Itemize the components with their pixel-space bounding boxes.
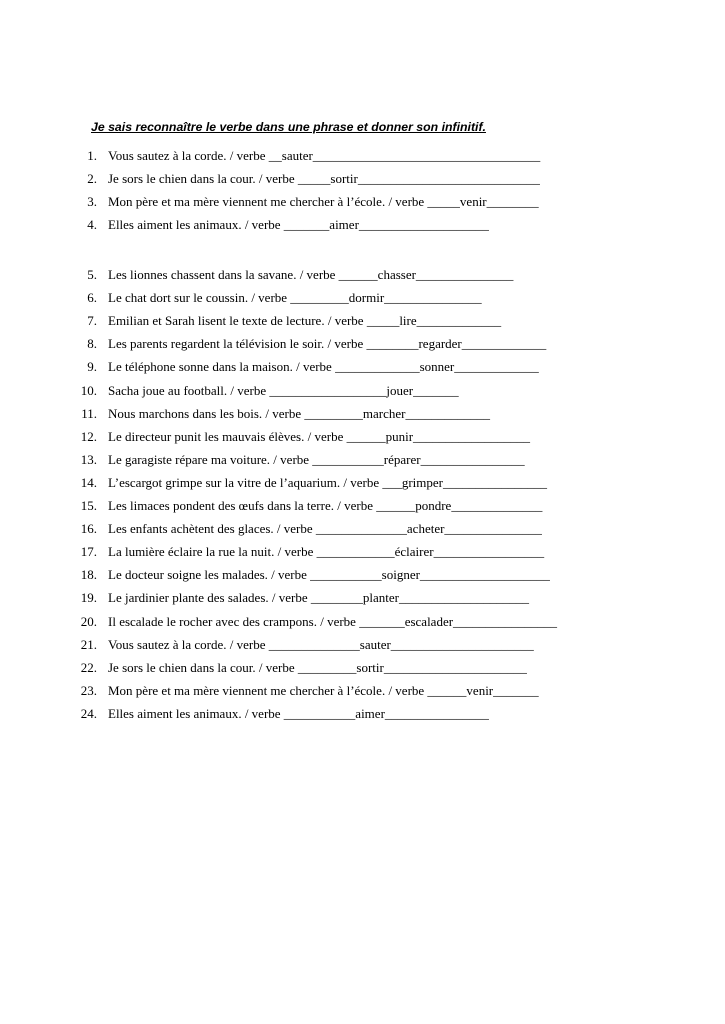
exercise-sentence: Mon père et ma mère viennent me chercher à l’école. / verbe _____venir________	[108, 194, 539, 209]
exercise-sentence: Le jardinier plante des salades. / verbe ________planter____________________	[108, 590, 529, 606]
exercise-sentence: Les parents regardent la télévision le soir. / verbe ________regarder_____________	[108, 336, 547, 352]
exercise-sentence: La lumière éclaire la rue la nuit. / verbe ____________éclairer_________________	[108, 544, 545, 560]
exercise-sentence: Le directeur punit les mauvais élèves. / verbe ______punir__________________	[108, 428, 531, 444]
exercise-number: 11.	[81, 405, 97, 421]
exercise-number: 1.	[87, 148, 97, 163]
exercise-number: 20.	[80, 613, 97, 629]
exercise-number: 23.	[80, 682, 97, 698]
exercise-number: 24.	[80, 705, 97, 721]
exercise-sentence: Je sors le chien dans la cour. / verbe _____sortir____________________________	[108, 171, 540, 186]
exercise-number: 21.	[80, 636, 97, 652]
exercise-number: 2.	[87, 171, 97, 186]
exercise-sentence: Le docteur soigne les malades. / verbe ___________soigner____________________	[108, 567, 550, 583]
exercise-number: 12.	[80, 428, 97, 444]
exercise-number: 10.	[80, 382, 97, 398]
exercise-number: 4.	[87, 217, 97, 232]
exercise-sentence: Les limaces pondent des œufs dans la terre. / verbe ______pondre______________	[108, 498, 543, 513]
exercise-number: 16.	[80, 521, 97, 537]
exercise-sentence: Je sors le chien dans la cour. / verbe _________sortir______________________	[108, 659, 527, 675]
exercise-sentence: L’escargot grimpe sur la vitre de l’aquarium. / verbe ___grimper________________	[108, 474, 548, 490]
exercise-number: 3.	[87, 194, 97, 209]
exercise-number: 6.	[87, 290, 97, 306]
exercise-sentence: Il escalade le rocher avec des crampons. / verbe _______escalader________________	[108, 613, 558, 629]
exercise-sentence: Sacha joue au football. / verbe __________________jouer_______	[108, 382, 459, 398]
exercise-sentence: Emilian et Sarah lisent le texte de lecture. / verbe _____lire_____________	[108, 313, 502, 329]
exercise-number: 19.	[80, 590, 97, 606]
exercise-sentence: Le téléphone sonne dans la maison. / verbe _____________sonner_____________	[108, 359, 539, 375]
exercise-sentence: Vous sautez à la corde. / verbe __sauter___________________________________	[108, 148, 541, 163]
exercise-number: 14.	[80, 474, 97, 490]
exercise-number: 5.	[87, 267, 97, 282]
exercise-sentence: Les enfants achètent des glaces. / verbe ______________acheter_______________	[108, 521, 542, 537]
exercise-number: 7.	[87, 313, 97, 329]
exercise-number: 22.	[80, 659, 97, 675]
exercise-sentence: Vous sautez à la corde. / verbe ______________sauter______________________	[108, 636, 534, 652]
exercise-number: 18.	[80, 567, 97, 583]
worksheet-title: Je sais reconnaître le verbe dans une phrase et donner son infinitif.	[91, 120, 486, 134]
exercise-number: 13.	[80, 451, 97, 467]
exercise-sentence: Elles aiment les animaux. / verbe _______aimer____________________	[108, 217, 489, 232]
exercise-number: 17.	[80, 544, 97, 560]
exercise-sentence: Nous marchons dans les bois. / verbe _________marcher_____________	[108, 405, 490, 421]
exercise-number: 8.	[87, 336, 97, 352]
exercise-sentence: Le garagiste répare ma voiture. / verbe ___________réparer________________	[108, 451, 525, 467]
exercise-sentence: Elles aiment les animaux. / verbe ___________aimer________________	[108, 705, 489, 721]
exercise-sentence: Les lionnes chassent dans la savane. / verbe ______chasser_______________	[108, 267, 514, 282]
exercise-sentence: Le chat dort sur le coussin. / verbe _________dormir_______________	[108, 290, 482, 306]
exercise-sentence: Mon père et ma mère viennent me chercher à l’école. / verbe ______venir_______	[108, 682, 539, 698]
exercise-number: 15.	[80, 498, 97, 513]
exercise-number: 9.	[87, 359, 97, 375]
